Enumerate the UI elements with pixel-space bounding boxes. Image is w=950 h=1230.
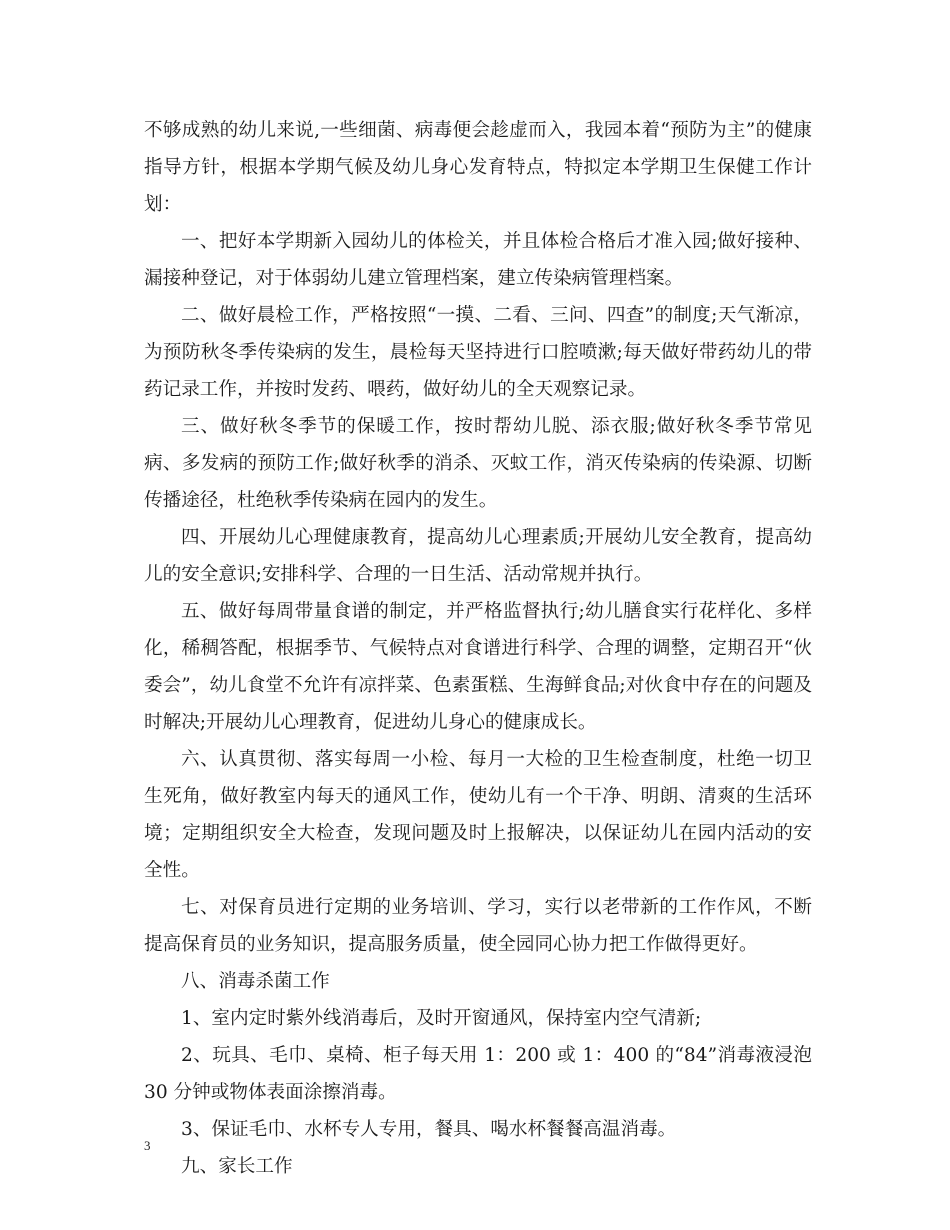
disinfection-item-2: 2、玩具、毛巾、桌椅、柜子每天用 1：200 或 1：400 的“84”消毒液浸泡 30 分钟或物体表面涂擦消毒。 xyxy=(144,1045,812,1103)
paragraph-item-6: 六、认真贯彻、落实每周一小检、每月一大检的卫生检查制度，杜绝一切卫生死角，做好教室内每天的通风工作，使幼儿有一个干净、明朗、清爽的生活环境；定期组织安全大检查，发现问题及时上报解决，以保证幼儿在园内活动的安全性。 xyxy=(144,749,812,881)
paragraph-continuation: 不够成熟的幼儿来说,一些细菌、病毒便会趁虚而入，我园本着“预防为主”的健康指导方针，根据本学期气候及幼儿身心发育特点，特拟定本学期卫生保健工作计划： xyxy=(144,120,812,215)
section-heading-disinfection: 八、消毒杀菌工作 xyxy=(181,971,330,992)
paragraph-item-1: 一、把好本学期新入园幼儿的体检关，并且体检合格后才准入园;做好接种、漏接种登记，对于体弱幼儿建立管理档案，建立传染病管理档案。 xyxy=(144,231,812,289)
paragraph-item-3: 三、做好秋冬季节的保暖工作，按时帮幼儿脱、添衣服;做好秋冬季节常见病、多发病的预防工作;做好秋季的消杀、灭蚊工作，消灭传染病的传染源、切断传播途径，杜绝秋季传染病在园内的发生。 xyxy=(144,416,812,511)
page-number: 3 xyxy=(144,1138,151,1153)
paragraph-item-2: 二、做好晨检工作，严格按照“一摸、二看、三问、四查”的制度;天气渐凉，为预防秋冬季传染病的发生，晨检每天坚持进行口腔喷漱;每天做好带药幼儿的带药记录工作，并按时发药、喂药，做好幼儿的全天观察记录。 xyxy=(144,305,812,400)
paragraph-item-4: 四、开展幼儿心理健康教育，提高幼儿心理素质;开展幼儿安全教育，提高幼儿的安全意识;安排科学、合理的一日生活、活动常规并执行。 xyxy=(144,527,812,585)
document-body xyxy=(144,112,812,1185)
paragraph-item-7: 七、对保育员进行定期的业务培训、学习，实行以老带新的工作作风，不断提高保育员的业务知识，提高服务质量，使全园同心协力把工作做得更好。 xyxy=(144,897,812,955)
section-heading-parents: 九、家长工作 xyxy=(181,1156,293,1177)
disinfection-item-1: 1、室内定时紫外线消毒后，及时开窗通风，保持室内空气清新; xyxy=(181,1008,702,1029)
disinfection-item-3: 3、保证毛巾、水杯专人专用，餐具、喝水杯餐餐高温消毒。 xyxy=(181,1119,677,1140)
paragraph-item-5: 五、做好每周带量食谱的制定，并严格监督执行;幼儿膳食实行花样化、多样化，稀稠答配，根据季节、气候特点对食谱进行科学、合理的调整，定期召开“伙委会”，幼儿食堂不允许有凉拌菜、色素蛋糕、生海鲜食品;对伙食中存在的问题及时解决;开展幼儿心理教育，促进幼儿身心的健康成长。 xyxy=(144,601,812,733)
